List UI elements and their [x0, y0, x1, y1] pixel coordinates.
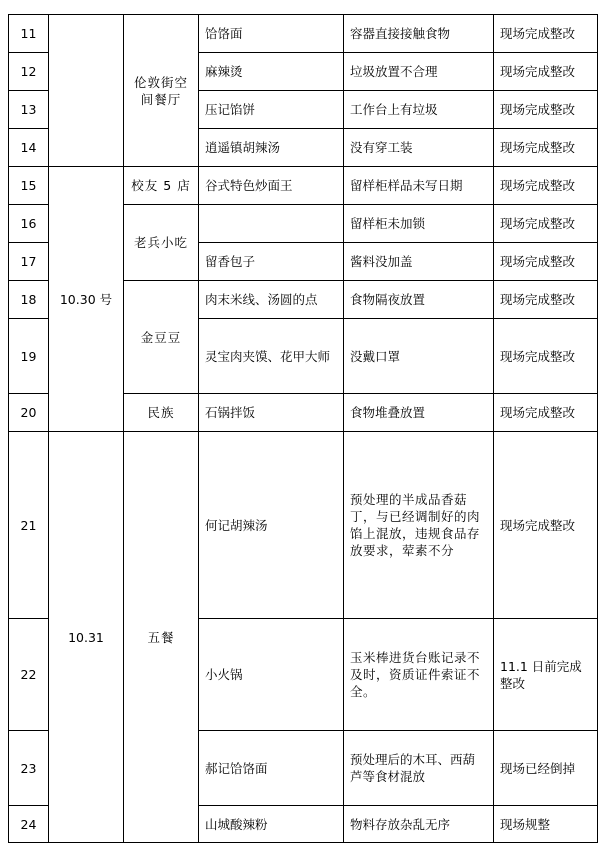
result-text: 现场完成整改 — [494, 432, 598, 619]
issue-text: 留样柜样品未写日期 — [344, 167, 494, 205]
table-row — [9, 15, 598, 53]
issue-text: 预处理后的木耳、西葫芦等食材混放 — [344, 731, 494, 806]
row-number: 11 — [9, 15, 49, 53]
shop-name: 饸饹面 — [199, 15, 344, 53]
shop-name: 压记馅饼 — [199, 91, 344, 129]
date-cell: 10.31 — [49, 432, 124, 843]
result-text: 现场完成整改 — [494, 243, 598, 281]
row-number: 22 — [9, 619, 49, 731]
shop-name: 谷式特色炒面王 — [199, 167, 344, 205]
table-row — [9, 167, 598, 205]
row-number: 15 — [9, 167, 49, 205]
result-text: 现场完成整改 — [494, 394, 598, 432]
unit-cell: 金豆豆 — [124, 281, 199, 394]
issue-text: 没戴口罩 — [344, 319, 494, 394]
shop-name: 麻辣烫 — [199, 53, 344, 91]
result-text: 现场完成整改 — [494, 129, 598, 167]
date-cell — [49, 15, 124, 167]
unit-cell: 老兵小吃 — [124, 205, 199, 281]
issue-text: 预处理的半成品香菇丁，与已经调制好的肉馅上混放，违规食品存放要求，荤素不分 — [344, 432, 494, 619]
unit-cell: 民族 — [124, 394, 199, 432]
row-number: 12 — [9, 53, 49, 91]
result-text: 现场完成整改 — [494, 319, 598, 394]
row-number: 16 — [9, 205, 49, 243]
issue-text: 容器直接接触食物 — [344, 15, 494, 53]
row-number: 13 — [9, 91, 49, 129]
issue-text: 工作台上有垃圾 — [344, 91, 494, 129]
row-number: 18 — [9, 281, 49, 319]
shop-name: 何记胡辣汤 — [199, 432, 344, 619]
shop-name: 郝记饸饹面 — [199, 731, 344, 806]
result-text: 现场已经倒掉 — [494, 731, 598, 806]
issue-text: 食物堆叠放置 — [344, 394, 494, 432]
table-row — [9, 432, 598, 619]
issue-text: 食物隔夜放置 — [344, 281, 494, 319]
issue-text: 垃圾放置不合理 — [344, 53, 494, 91]
inspection-table — [8, 14, 598, 843]
result-text: 现场完成整改 — [494, 91, 598, 129]
issue-text: 没有穿工装 — [344, 129, 494, 167]
unit-cell: 五餐 — [124, 432, 199, 843]
shop-name: 肉末米线、汤圆的点 — [199, 281, 344, 319]
shop-name: 逍遥镇胡辣汤 — [199, 129, 344, 167]
issue-text: 玉米棒进货台账记录不及时，资质证件索证不全。 — [344, 619, 494, 731]
issue-text: 留样柜未加锁 — [344, 205, 494, 243]
shop-name: 灵宝肉夹馍、花甲大师 — [199, 319, 344, 394]
row-number: 14 — [9, 129, 49, 167]
result-text: 11.1 日前完成整改 — [494, 619, 598, 731]
shop-name: 山城酸辣粉 — [199, 806, 344, 843]
result-text: 现场完成整改 — [494, 167, 598, 205]
result-text: 现场完成整改 — [494, 53, 598, 91]
row-number: 19 — [9, 319, 49, 394]
result-text: 现场完成整改 — [494, 205, 598, 243]
row-number: 24 — [9, 806, 49, 843]
shop-name — [199, 205, 344, 243]
unit-cell: 伦敦街空间餐厅 — [124, 15, 199, 167]
shop-name: 小火锅 — [199, 619, 344, 731]
result-text: 现场完成整改 — [494, 15, 598, 53]
issue-text: 物料存放杂乱无序 — [344, 806, 494, 843]
shop-name: 留香包子 — [199, 243, 344, 281]
row-number: 17 — [9, 243, 49, 281]
row-number: 20 — [9, 394, 49, 432]
result-text: 现场规整 — [494, 806, 598, 843]
row-number: 23 — [9, 731, 49, 806]
shop-name: 石锅拌饭 — [199, 394, 344, 432]
date-cell: 10.30 号 — [49, 167, 124, 432]
unit-cell: 校友 5 店 — [124, 167, 199, 205]
result-text: 现场完成整改 — [494, 281, 598, 319]
row-number: 21 — [9, 432, 49, 619]
issue-text: 酱料没加盖 — [344, 243, 494, 281]
